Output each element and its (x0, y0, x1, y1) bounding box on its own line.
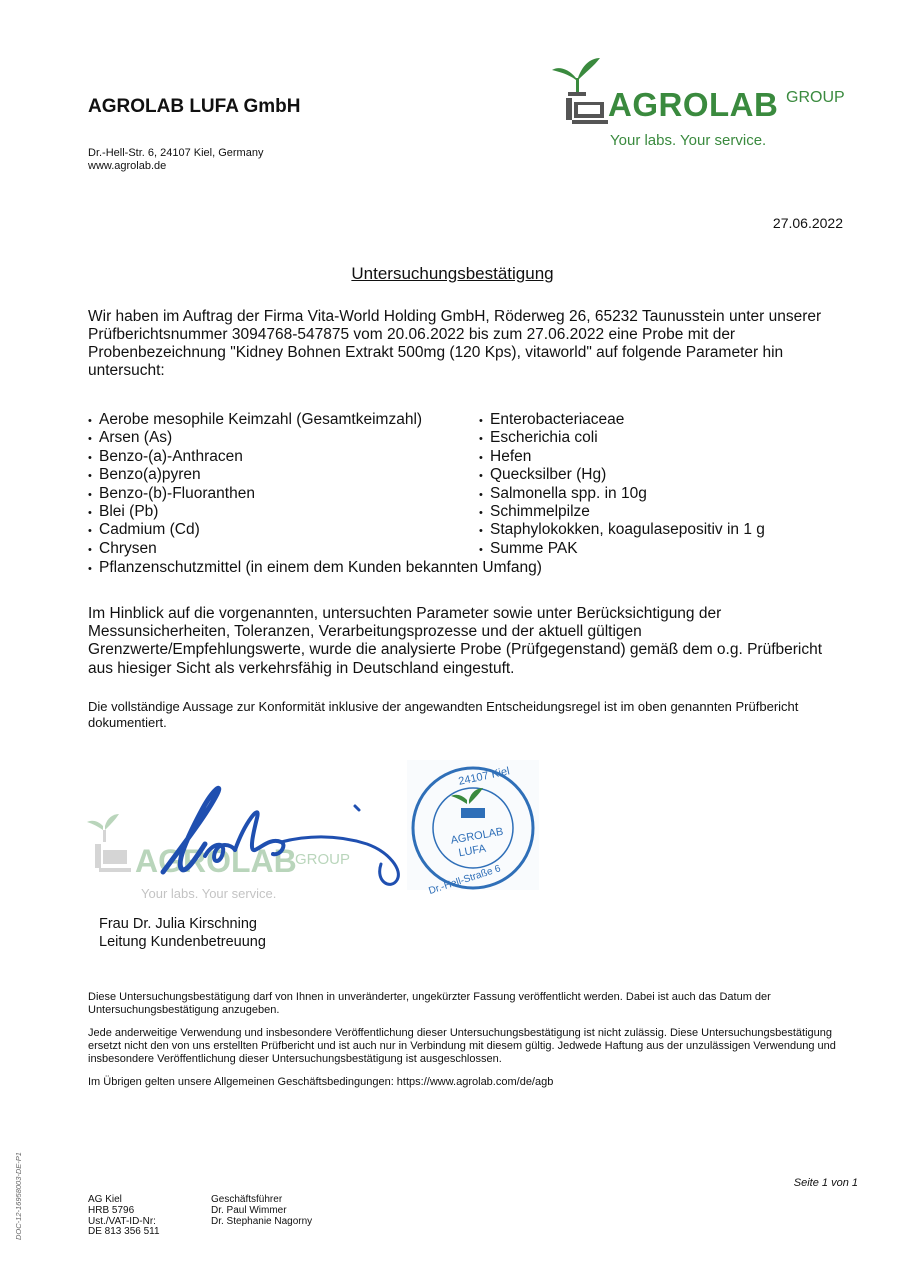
document-title: Untersuchungsbestätigung (351, 264, 554, 283)
list-item: • Schimmelpilze (479, 503, 765, 521)
footer-line: HRB 5796 (88, 1204, 135, 1216)
list-item: • Escherichia coli (479, 429, 765, 447)
footer-line: DE 813 356 511 (88, 1226, 160, 1238)
stamp-line2: LUFA (457, 842, 487, 860)
company-stamp (407, 760, 539, 897)
list-item: • Salmonella spp. in 10g (479, 485, 765, 503)
list-item: • Hefen (479, 448, 765, 466)
signature-area (85, 760, 545, 910)
list-item: • Benzo-(a)-Anthracen (88, 448, 422, 466)
watermark-tagline: Your labs. Your service. (141, 886, 277, 901)
list-item: • Quecksilber (Hg) (479, 466, 765, 484)
list-item: • Benzo-(b)-Fluoranthen (88, 485, 422, 503)
lab-flask-icon (548, 50, 608, 130)
parameter-list-left (88, 411, 422, 558)
conformity-paragraph: Die vollständige Aussage zur Konformität inklusive der angewandten Entscheidungsregel ist im oben genannten Prüfbericht dokumentiert. (88, 699, 799, 730)
intro-paragraph: Wir haben im Auftrag der Firma Vita-World Holding GmbH, Röderweg 26, 65232 Taunusstein unter unserer Prüfberichtsnummer 3094768-547875 vom 20.06.2022 bis zum 27.06.2022 eine Probe mit der Probenbezeichnung "Kidney Bohnen Extrakt 500mg (120 Kps), vitaworld" auf folgende Parameter hin untersucht: (88, 308, 822, 379)
list-item: • Pflanzenschutzmittel (in einem dem Kunden bekannten Umfang) (88, 559, 542, 577)
footer-management (211, 1195, 312, 1227)
logo-wordmark: AGROLAB (608, 86, 779, 123)
disclaimer-paragraph: Jede anderweitige Verwendung und insbesondere Veröffentlichung dieser Untersuchungsbestätigung ist nicht zulässig. Diese Untersuchungsbestätigung ersetzt nicht den von uns erstellten Prüfbericht und ist auch nur in Verbindung mit diesem gültig. Jedwede Haftung aus der unzulässigen Verwendung und insbesondere Veröffentlichung dieser Untersuchungsbestätigung ist ausgeschlossen. (88, 1027, 836, 1065)
list-item: • Cadmium (Cd) (88, 521, 422, 539)
address-line: Dr.-Hell-Str. 6, 24107 Kiel, Germany (88, 147, 264, 159)
watermark-group: GROUP (295, 851, 351, 868)
address-block (88, 147, 263, 173)
logo-tagline: Your labs. Your service. (610, 132, 767, 149)
parameter-list-right (479, 411, 765, 558)
list-item: • Chrysen (88, 540, 422, 558)
footer-registration (88, 1195, 160, 1238)
agrolab-logo (548, 50, 858, 150)
document-date: 27.06.2022 (772, 215, 843, 231)
company-name: AGROLAB LUFA GmbH (88, 96, 301, 117)
list-item: • Staphylokokken, koagulasepositiv in 1 g (479, 521, 765, 539)
list-item: • Enterobacteriaceae (479, 411, 765, 429)
disclaimer-block (88, 991, 848, 1099)
list-item: • Benzo(a)pyren (88, 466, 422, 484)
list-item: • Aerobe mesophile Keimzahl (Gesamtkeimzahl) (88, 411, 422, 429)
stamp-top-text: 24107 Kiel (457, 765, 511, 788)
website-line: www.agrolab.de (88, 160, 167, 172)
footer-line: Ust./VAT-ID-Nr: (88, 1215, 156, 1227)
footer-line: Geschäftsführer (211, 1194, 283, 1205)
watermark-logo (87, 814, 350, 901)
page-number: Seite 1 von 1 (793, 1177, 858, 1189)
footer-line: Dr. Stephanie Nagorny (211, 1215, 313, 1227)
list-item: • Summe PAK (479, 540, 765, 558)
assessment-paragraph: Im Hinblick auf die vorgenannten, untersuchten Parameter sowie unter Berücksichtigung der Messunsicherheiten, Toleranzen, Verarbeitungsprozesse und der aktuell gültigen Grenzwerte/Empfehlungswerte, wurde die analysierte Probe (Prüfgegenstand) gemäß dem o.g. Prüfbericht aus hiesiger Sicht als verkehrsfähig in Deutschland eingestuft. (88, 605, 823, 677)
document-code: DOC-12-16958003-DE-P1 (14, 1152, 23, 1240)
signature-graphic (85, 760, 545, 910)
stamp-bottom-text: Dr.-Hell-Straße 6 (427, 863, 503, 897)
list-item: • Blei (Pb) (88, 503, 422, 521)
terms-paragraph: Im Übrigen gelten unsere Allgemeinen Geschäftsbedingungen: https://www.agrolab.com/de/agb (88, 1076, 554, 1088)
footer-line: AG Kiel (88, 1194, 122, 1205)
logo-group-label: GROUP (786, 89, 845, 106)
signer-name: Frau Dr. Julia Kirschning (99, 916, 257, 932)
list-item: • Arsen (As) (88, 429, 422, 447)
footer-line: Dr. Paul Wimmer (211, 1204, 287, 1216)
signer-block (99, 916, 266, 951)
disclaimer-paragraph: Diese Untersuchungsbestätigung darf von Ihnen in unveränderter, ungekürzter Fassung veröffentlicht werden. Dabei ist auch das Datum der Untersuchungsbestätigung anzugeben. (88, 991, 771, 1016)
stamp-line1: AGROLAB (449, 825, 505, 847)
signer-role: Leitung Kundenbetreuung (99, 933, 266, 950)
watermark-wordmark: AGROLAB (135, 843, 297, 879)
parameter-list-full-width (88, 559, 542, 577)
